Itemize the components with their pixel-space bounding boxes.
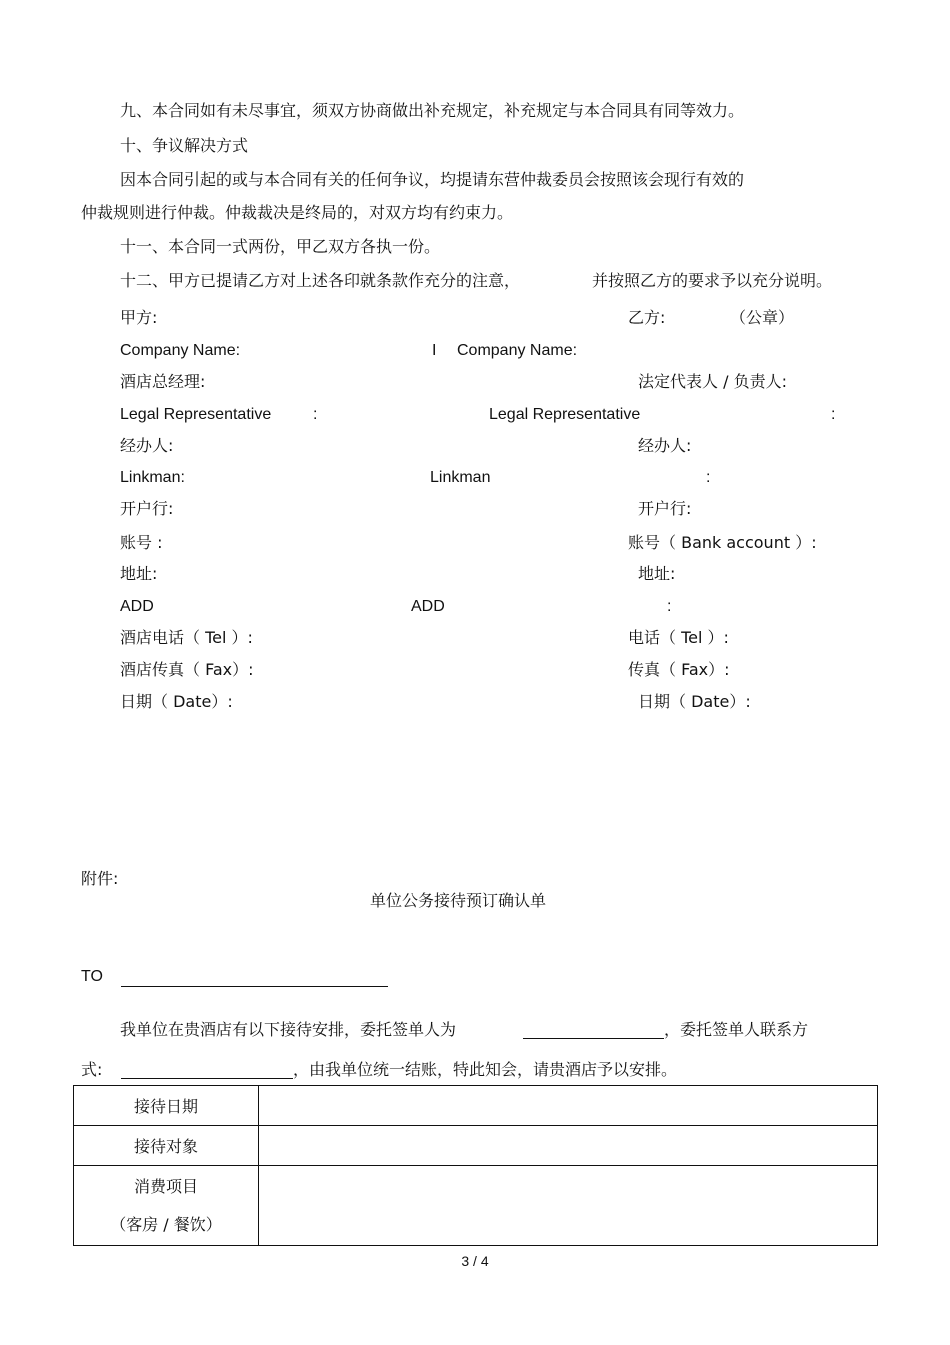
date-a-label: 日期（ Date）: (120, 692, 233, 711)
company-name-b: Company Name: (457, 342, 578, 359)
clause-9: 九、本合同如有未尽事宜，须双方协商做出补充规定，补充规定与本合同具有同等效力。 (120, 101, 745, 120)
tel-b-label: 电话（ Tel ）: (628, 628, 729, 647)
party-b-seal: （公章） (730, 308, 795, 327)
attachment-body-line2-a: 式: (81, 1060, 103, 1079)
fax-b-label: 传真（ Fax）: (628, 660, 730, 679)
hotel-gm-label: 酒店总经理: (120, 372, 206, 391)
to-label: TO (81, 968, 103, 985)
account-b-label: 账号（ Bank account ）: (628, 533, 817, 552)
clause-12-part2: 并按照乙方的要求予以充分说明。 (592, 271, 833, 290)
legal-rep-a-colon: : (313, 406, 318, 423)
hotel-fax-label: 酒店传真（ Fax）: (120, 660, 254, 679)
reception-date-label: 接待日期 (74, 1086, 259, 1126)
attachment-title: 单位公务接待预订确认单 (370, 891, 547, 910)
contact-blank-line (121, 1078, 293, 1079)
handler-a-label: 经办人: (120, 436, 174, 455)
party-a-label: 甲方: (120, 308, 158, 327)
attachment-body-line1-b: ，委托签单人联系方 (664, 1020, 809, 1039)
legal-rep-b-colon: : (831, 406, 836, 423)
table-row (74, 1166, 878, 1246)
account-a-label: 账号 : (120, 533, 163, 552)
clause-10-text-line2: 仲裁规则进行仲裁。仲裁裁决是终局的，对双方均有约束力。 (81, 203, 514, 222)
reception-target-label: 接待对象 (74, 1126, 259, 1166)
page-number: 3 / 4 (461, 1253, 489, 1269)
linkman-b: Linkman (430, 469, 491, 486)
legal-rep-b: Legal Representative (489, 406, 641, 423)
handler-b-label: 经办人: (638, 436, 692, 455)
consumption-item-line2: （客房 / 餐饮） (110, 1214, 222, 1234)
company-name-a: Company Name: (120, 342, 241, 359)
address-b-label: 地址: (638, 564, 676, 583)
consumption-item-line1: 消费项目 (133, 1176, 198, 1196)
consumption-item-label (74, 1166, 259, 1246)
reception-date-value (259, 1086, 878, 1126)
add-b-colon: : (667, 598, 672, 615)
table-row (74, 1126, 878, 1166)
date-b-label: 日期（ Date）: (638, 692, 751, 711)
consumption-item-value (259, 1166, 878, 1246)
attachment-body-line2-b: ，由我单位统一结账，特此知会，请贵酒店予以安排。 (293, 1060, 678, 1079)
add-a-label: ADD (120, 598, 154, 615)
address-a-label: 地址: (120, 564, 158, 583)
clause-10-text-line1: 因本合同引起的或与本合同有关的任何争议，均提请东营仲裁委员会按照该会现行有效的 (120, 170, 745, 189)
legal-rep-cn-label: 法定代表人 / 负责人: (638, 372, 787, 391)
clause-11: 十一、本合同一式两份，甲乙双方各执一份。 (120, 237, 441, 256)
attachment-body-line1-a: 我单位在贵酒店有以下接待安排，委托签单人为 (120, 1020, 457, 1039)
bank-b-label: 开户行: (638, 499, 692, 518)
divider-mark: I (432, 342, 437, 359)
to-blank-line (121, 986, 388, 987)
clause-10-heading: 十、争议解决方式 (120, 136, 249, 155)
add-b-label: ADD (411, 598, 445, 615)
legal-rep-a: Legal Representative (120, 406, 272, 423)
bank-a-label: 开户行: (120, 499, 174, 518)
linkman-a: Linkman: (120, 469, 185, 486)
hotel-tel-label: 酒店电话（ Tel ）: (120, 628, 253, 647)
table-row (74, 1086, 878, 1126)
linkman-b-colon: : (706, 469, 711, 486)
attachment-label: 附件: (81, 869, 119, 888)
party-b-label: 乙方: (628, 308, 666, 327)
signer-blank-line (523, 1038, 664, 1039)
booking-confirmation-table (73, 1085, 878, 1246)
clause-12-part1: 十二、甲方已提请乙方对上述各印就条款作充分的注意， (120, 271, 521, 290)
reception-target-value (259, 1126, 878, 1166)
